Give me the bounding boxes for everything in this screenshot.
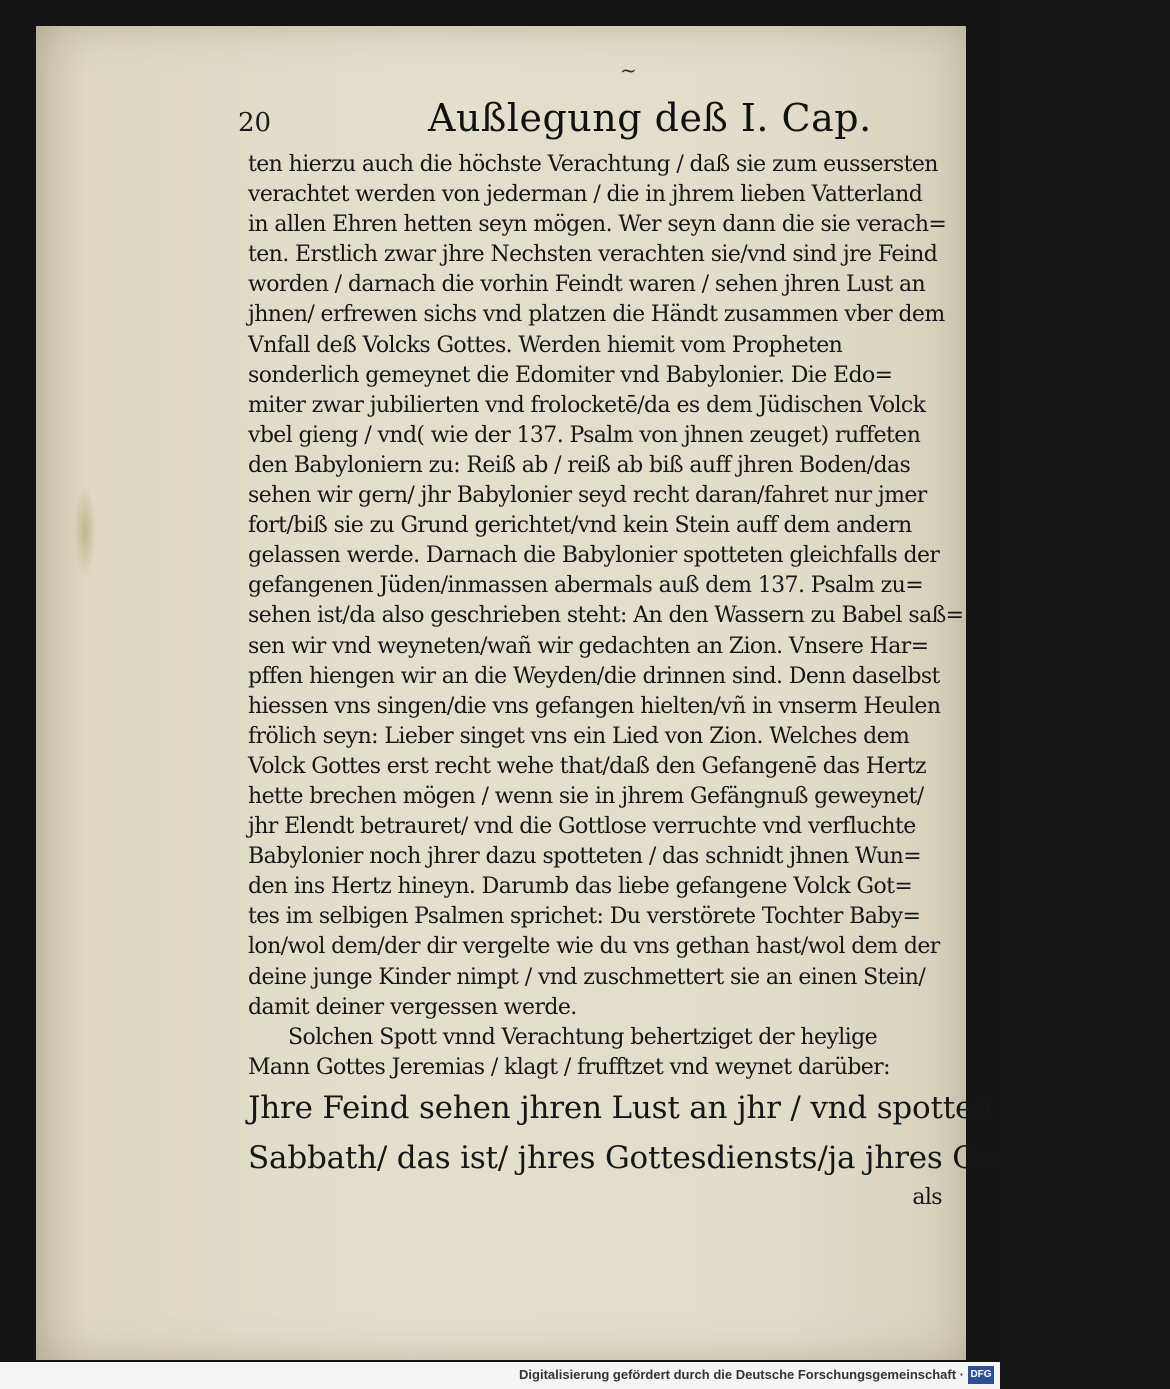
text-line: sehen ist/da also geschrieben steht: An den Wassern zu Babel saß= — [248, 603, 964, 629]
text-line: hette brechen mögen / wenn sie in jhrem Gefängnuß geweynet/ — [248, 783, 924, 809]
text-line: pffen hiengen wir an die Weyden/die drinnen sind. Denn daselbst — [248, 663, 940, 689]
funding-footer — [0, 1362, 1000, 1389]
catchword: als — [912, 1184, 942, 1210]
body-text — [248, 150, 1170, 1213]
text-line: jhr Elendt betrauret/ vnd die Gottlose verruchte vnd verfluchte — [248, 814, 916, 840]
text-line: den ins Hertz hineyn. Darumb das liebe gefangene Volck Got= — [248, 874, 913, 900]
text-line: sonderlich gemeynet die Edomiter vnd Babylonier. Die Edo= — [248, 362, 893, 388]
text-line: frölich seyn: Lieber singet vns ein Lied von Zion. Welches dem — [248, 723, 910, 749]
text-line: sehen wir gern/ jhr Babylonier seyd recht daran/fahret nur jmer — [248, 483, 927, 509]
paragraph-start-line: Solchen Spott vnnd Verachtung behertziget der heylige — [288, 1024, 878, 1050]
text-line: Mann Gottes Jeremias / klagt / frufftzet vnd weynet darüber: — [248, 1054, 890, 1080]
running-head: Außlegung deß I. Cap. — [428, 96, 872, 140]
text-line: ten. Erstlich zwar jhre Nechsten verachten sie/vnd sind jre Feind — [248, 242, 938, 268]
text-line: in allen Ehren hetten seyn mögen. Wer seyn dann die sie verach= — [248, 212, 947, 238]
text-line: jhnen/ erfrewen sichs vnd platzen die Händt zusammen vber dem — [248, 302, 945, 328]
text-line: verachtet werden von jederman / die in jhrem lieben Vatterland — [248, 182, 923, 208]
quotation-line: Sabbath/ das ist/ jhres Gottesdiensts/ja jhres Gottes selber/ — [248, 1139, 1170, 1176]
quotation-line: Jhre Feind sehen jhren Lust an jhr / vnd spotten jhrer — [248, 1089, 1080, 1126]
page-header — [238, 96, 872, 148]
text-line: vbel gieng / vnd( wie der 137. Psalm von jhnen zeuget) ruffeten — [248, 422, 921, 448]
text-line: ten hierzu auch die höchste Verachtung / daß sie zum eussersten — [248, 152, 938, 177]
text-line: Babylonier noch jhrer dazu spotteten / das schnidt jhnen Wun= — [248, 844, 922, 870]
dfg-logo-icon: DFG — [968, 1366, 994, 1384]
text-line: gelassen werde. Darnach die Babylonier spotteten gleichfalls der — [248, 543, 940, 569]
text-line: miter zwar jubilierten vnd frolocketē/da es dem Jüdischen Volck — [248, 392, 926, 418]
text-line: worden / darnach die vorhin Feindt waren / sehen jhren Lust an — [248, 272, 926, 298]
text-line: tes im selbigen Psalmen sprichet: Du verstörete Tochter Baby= — [248, 904, 921, 930]
text-line: damit deiner vergessen werde. — [248, 994, 577, 1020]
text-line: hiessen vns singen/die vns gefangen hielten/vñ in vnserm Heulen — [248, 693, 941, 719]
paper-stain — [74, 486, 96, 576]
text-line: deine junge Kinder nimpt / vnd zuschmettert sie an einen Stein/ — [248, 964, 926, 990]
text-line: Volck Gottes erst recht wehe that/daß den Gefangenē das Hertz — [248, 753, 927, 779]
funding-notice: Digitalisierung gefördert durch die Deutsche Forschungsgemeinschaft · — [519, 1367, 964, 1382]
text-line: sen wir vnd weyneten/wañ wir gedachten an Zion. Vnsere Har= — [248, 633, 929, 659]
text-line: lon/wol dem/der dir vergelte wie du vns gethan hast/wol dem der — [248, 934, 940, 960]
text-line: fort/biß sie zu Grund gerichtet/vnd kein Stein auff dem andern — [248, 513, 912, 539]
text-line: Vnfall deß Volcks Gottes. Werden hiemit vom Propheten — [248, 332, 843, 358]
text-line: gefangenen Jüden/inmassen abermals auß dem 137. Psalm zu= — [248, 573, 924, 599]
top-tick-mark: ~ — [620, 58, 637, 82]
text-line: den Babyloniern zu: Reiß ab / reiß ab biß auff jhren Boden/das — [248, 452, 911, 478]
page-number: 20 — [238, 108, 272, 138]
